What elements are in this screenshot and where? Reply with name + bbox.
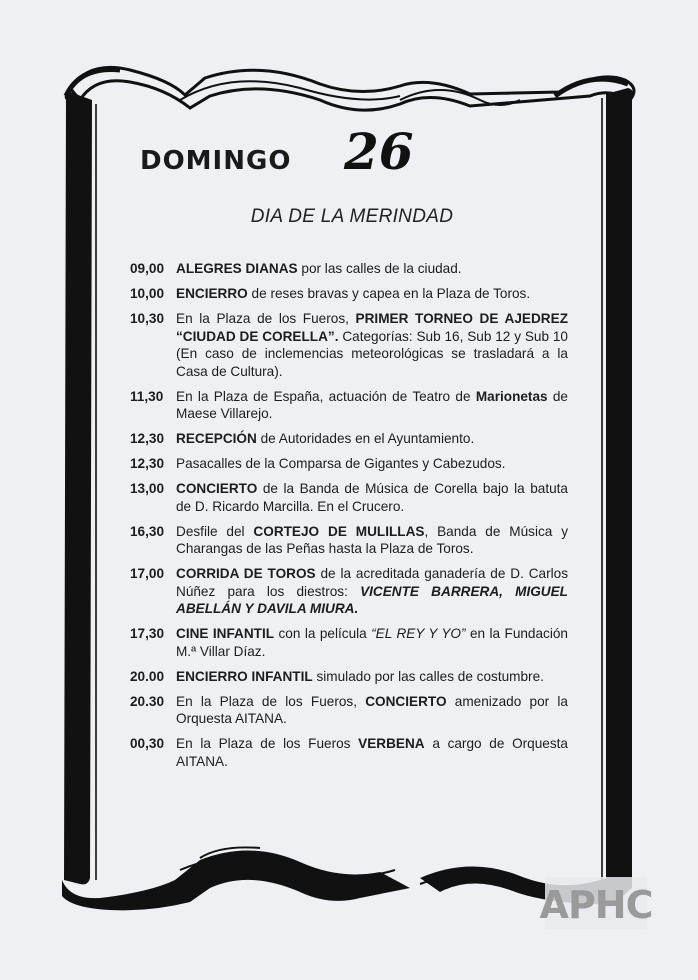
event-row bbox=[130, 260, 568, 278]
event-text: ENCIERRO INFANTIL bbox=[176, 668, 313, 684]
event-text: , Banda de Música y Charangas de las Peñas hasta la Plaza de Toros. bbox=[176, 523, 568, 556]
event-row bbox=[130, 285, 568, 303]
event-time: 12,30 bbox=[130, 456, 165, 471]
event-description bbox=[176, 523, 568, 558]
event-text: por las calles de la ciudad. bbox=[297, 261, 462, 276]
watermark-logo bbox=[539, 880, 653, 927]
event-time: 10,30 bbox=[130, 311, 165, 326]
event-text: de Autoridades en el Ayuntamiento. bbox=[256, 431, 475, 446]
event-row bbox=[130, 480, 568, 515]
event-row bbox=[130, 523, 568, 558]
event-description bbox=[176, 735, 568, 770]
day-number: 26 bbox=[344, 122, 414, 181]
event-description bbox=[176, 260, 568, 278]
event-text: RECEPCIÓN bbox=[176, 431, 257, 446]
event-text: Desfile del bbox=[176, 523, 254, 539]
event-row bbox=[130, 693, 568, 728]
event-text: ENCIERRO bbox=[176, 286, 248, 301]
event-row bbox=[130, 735, 568, 770]
event-row bbox=[130, 388, 568, 423]
event-text: amenizado por la Orquesta AITANA. bbox=[176, 693, 568, 726]
event-text: CORRIDA DE TOROS bbox=[176, 566, 316, 581]
section-title: DIA DE LA MERINDAD bbox=[250, 206, 454, 227]
watermark-text: APHC bbox=[539, 883, 653, 927]
event-description bbox=[176, 285, 568, 303]
event-time: 11,30 bbox=[130, 388, 164, 404]
event-description bbox=[176, 455, 568, 473]
event-time: 20.30 bbox=[130, 693, 165, 709]
event-time: 10,00 bbox=[130, 286, 165, 301]
event-time: 17,00 bbox=[130, 566, 165, 581]
event-text: En la Plaza de los Fueros, bbox=[176, 693, 366, 709]
scroll-bottom-ribbon bbox=[62, 850, 410, 910]
event-time: 20.00 bbox=[130, 668, 165, 684]
event-text: de la Banda de Música de Corella bajo la batuta de D. Ricardo Marcilla. En el Crucero. bbox=[176, 481, 568, 514]
event-text: en la Fundación M.ª Villar Díaz. bbox=[176, 626, 568, 659]
event-text: de Maese Villarejo. bbox=[176, 388, 568, 421]
event-row bbox=[130, 565, 568, 618]
event-text: Pasacalles de la Comparsa de Gigantes y Cabezudos. bbox=[176, 456, 506, 471]
event-row bbox=[130, 668, 568, 686]
event-row bbox=[130, 625, 568, 660]
event-time: 17,30 bbox=[130, 626, 165, 641]
event-text: ALEGRES DIANAS bbox=[176, 261, 298, 276]
event-text: CONCIERTO bbox=[176, 481, 258, 496]
watermark bbox=[539, 877, 653, 929]
event-text: CORTEJO DE MULILLAS bbox=[253, 523, 425, 539]
program-list bbox=[130, 260, 568, 778]
event-text: “EL REY Y YO” bbox=[371, 626, 466, 641]
event-description bbox=[176, 310, 568, 380]
event-description bbox=[176, 625, 568, 660]
event-description bbox=[176, 430, 568, 448]
event-text: simulado por las calles de costumbre. bbox=[312, 668, 544, 684]
event-text: VERBENA bbox=[358, 736, 425, 751]
event-description bbox=[176, 480, 568, 515]
event-row bbox=[130, 310, 568, 380]
event-time: 00,30 bbox=[130, 736, 165, 751]
event-text: Categorías: Sub 16, Sub 12 y Sub 10 (En caso de inclemencias meteorológicas se trasladará a la Casa de Cultura). bbox=[176, 328, 568, 379]
event-text: a cargo de Orquesta AITANA. bbox=[176, 736, 568, 769]
event-description bbox=[176, 693, 568, 728]
event-text: En la Plaza de España, actuación de Teatro de bbox=[176, 388, 476, 404]
event-time: 09,00 bbox=[130, 261, 165, 276]
event-text: En la Plaza de los Fueros, bbox=[176, 311, 356, 326]
event-time: 16,30 bbox=[130, 523, 165, 539]
event-row bbox=[130, 430, 568, 448]
event-text: En la Plaza de los Fueros bbox=[176, 736, 359, 751]
event-text: CINE INFANTIL bbox=[176, 626, 275, 641]
event-text: PRIMER TORNEO DE AJEDREZ “CIUDAD DE CORELLA”. bbox=[176, 311, 568, 344]
event-text: CONCIERTO bbox=[365, 693, 447, 709]
event-row bbox=[130, 455, 568, 473]
scroll-top-ribbon bbox=[70, 67, 634, 110]
day-heading bbox=[140, 122, 560, 192]
event-description bbox=[176, 388, 568, 423]
event-time: 13,00 bbox=[130, 481, 165, 496]
event-text: con la película bbox=[274, 626, 372, 641]
day-name: DOMINGO bbox=[140, 146, 292, 176]
event-text: de la acreditada ganadería de D. Carlos Núñez para los diestros: bbox=[176, 566, 568, 599]
event-text: de reses bravas y capea en la Plaza de Toros. bbox=[247, 286, 531, 301]
event-time: 12,30 bbox=[130, 431, 165, 446]
event-description bbox=[176, 668, 568, 686]
event-description bbox=[176, 565, 568, 618]
event-text: VICENTE BARRERA, MIGUEL ABELLÁN Y DAVILA MIURA. bbox=[176, 583, 568, 616]
event-text: Marionetas bbox=[475, 388, 548, 404]
